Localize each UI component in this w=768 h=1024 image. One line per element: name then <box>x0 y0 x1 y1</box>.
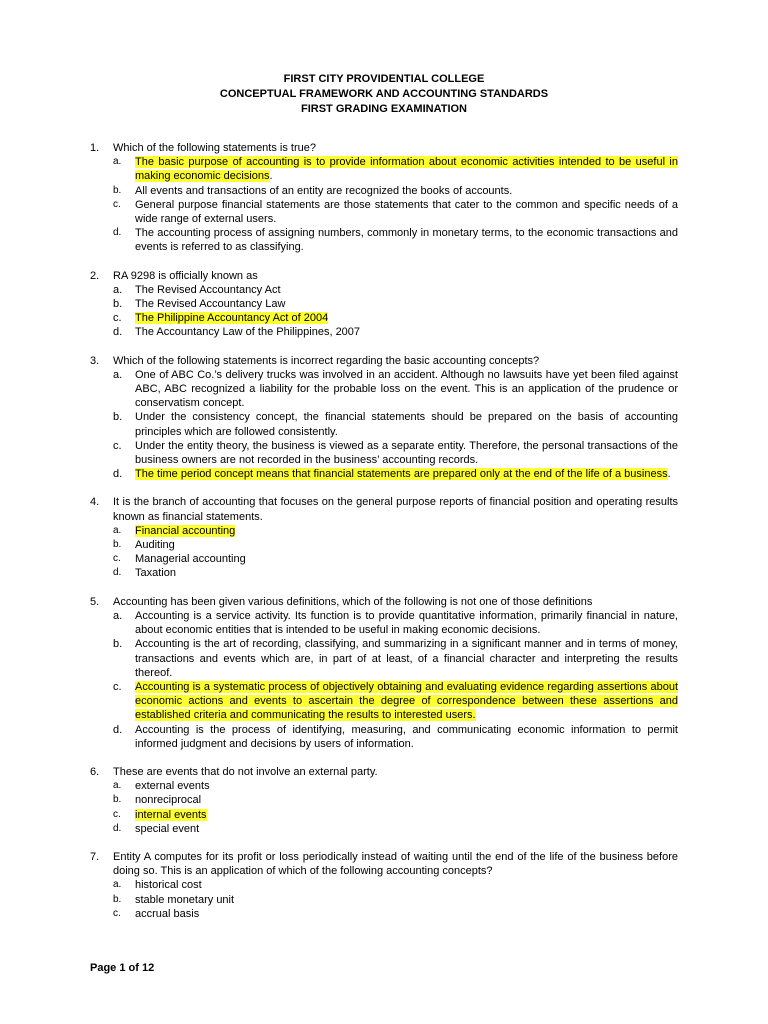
option-text: The time period concept means that financial statements are prepared only at the end of the life of a business <box>135 468 668 481</box>
document-header <box>0 72 768 117</box>
question-list <box>90 141 678 935</box>
option-text: Taxation <box>135 567 176 580</box>
answer-option <box>113 907 678 921</box>
option-letter: b. <box>113 539 122 551</box>
answer-option <box>113 410 678 438</box>
option-text: Accounting is a service activity. Its function is to provide quantitative information, primarily financial in nature, about economic entities that is intended to be useful in making economic decisions. <box>135 609 678 637</box>
option-text: Under the consistency concept, the financial statements should be prepared on the basis of accounting principles which are followed consistently. <box>135 411 678 438</box>
option-letter: d. <box>113 468 123 481</box>
option-letter: a. <box>113 524 122 536</box>
question-item <box>90 495 678 580</box>
question-number: 2. <box>90 269 100 282</box>
option-text: The accounting process of assigning numbers, commonly in monetary terms, to the economic transactions and events is referred to as classifying. <box>135 227 678 254</box>
option-text: external events <box>135 780 210 793</box>
option-letter: c. <box>113 312 122 325</box>
option-text: Accounting is the process of identifying, measuring, and communicating economic information to permit informed judgment and decisions by users of information. <box>135 723 678 750</box>
option-letter: a. <box>113 283 123 296</box>
option-list <box>113 368 678 482</box>
answer-option <box>113 368 678 411</box>
option-text: The Accountancy Law of the Philippines, 2007 <box>135 326 361 339</box>
option-text: Auditing <box>135 539 175 552</box>
option-letter: b. <box>113 298 123 311</box>
option-letter: c. <box>113 808 121 820</box>
option-letter: c. <box>113 680 122 693</box>
option-letter: d. <box>113 723 123 736</box>
option-text: The Philippine Accountancy Act of 2004 <box>135 312 329 325</box>
answer-option-highlighted <box>113 808 678 822</box>
option-text: Financial accounting <box>135 524 236 537</box>
option-text: Under the entity theory, the business is viewed as a separate entity. Therefore, the personal transactions of the business owners are not recorded in the business’ accounting records. <box>135 439 678 467</box>
option-text: One of ABC Co.’s delivery trucks was involved in an accident. Although no lawsuits have yet been filed against ABC, ABC recognized a liability for the probable loss on the event. This is an application of the prudence or conservatism concept. <box>135 368 678 410</box>
page-number: Page 1 of 12 <box>90 962 155 974</box>
answer-option-highlighted <box>113 467 678 481</box>
answer-option <box>113 552 678 566</box>
option-list <box>113 878 678 921</box>
option-list <box>113 779 678 836</box>
question-number: 6. <box>90 765 100 778</box>
question-text: It is the branch of accounting that focuses on the general purpose reports of financial position and operating results known as financial statements. <box>113 496 678 523</box>
option-text: General purpose financial statements are those statements that cater to the common and specific needs of a wide range of external users. <box>135 198 678 226</box>
option-text: internal events <box>135 808 207 821</box>
option-text: Accounting is a systematic process of objectively obtaining and evaluating evidence regarding assertions about economic actions and events to ascertain the degree of correspondence between these assertions and established criteria and communicating the results to interested users. <box>135 680 678 722</box>
option-letter: c. <box>113 439 122 452</box>
question-text: RA 9298 is officially known as <box>113 269 258 282</box>
answer-option <box>113 538 678 552</box>
option-letter: b. <box>113 893 122 905</box>
answer-option <box>113 793 678 807</box>
option-letter: c. <box>113 907 121 919</box>
option-punctuation: . <box>269 170 273 183</box>
question-item <box>90 765 678 836</box>
answer-option <box>113 723 678 751</box>
option-text: The Revised Accountancy Law <box>135 298 286 311</box>
answer-option <box>113 893 678 907</box>
option-letter: a. <box>113 780 122 792</box>
answer-option <box>113 184 678 198</box>
option-letter: b. <box>113 411 123 424</box>
option-list <box>113 609 678 751</box>
option-letter: b. <box>113 794 122 806</box>
question-number: 4. <box>90 496 100 509</box>
question-text: Accounting has been given various definitions, which of the following is not one of those definitions <box>113 595 593 608</box>
question-item <box>90 850 678 921</box>
option-letter: a. <box>113 879 122 891</box>
college-name: FIRST CITY PROVIDENTIAL COLLEGE <box>283 73 485 85</box>
question-item <box>90 141 678 255</box>
option-letter: b. <box>113 638 123 651</box>
option-text: nonreciprocal <box>135 794 202 807</box>
question-item <box>90 269 678 340</box>
answer-option <box>113 283 678 297</box>
answer-option <box>113 226 678 254</box>
answer-option <box>113 779 678 793</box>
question-number: 1. <box>90 142 100 154</box>
option-text: Accounting is the art of recording, classifying, and summarizing in a significant manner and in terms of money, transactions and events which are, in part of at least, of a financial character and interpreting the results thereof. <box>135 638 678 679</box>
option-letter: a. <box>113 368 123 381</box>
course-title: CONCEPTUAL FRAMEWORK AND ACCOUNTING STANDARDS <box>219 88 549 100</box>
answer-option-highlighted <box>113 680 678 723</box>
question-text: Entity A computes for its profit or loss periodically instead of waiting until the end of the life of the business before doing so. This is an application of which of the following accounting concepts? <box>113 850 678 878</box>
answer-option <box>113 297 678 311</box>
option-list <box>113 155 678 254</box>
answer-option <box>113 822 678 836</box>
option-text: special event <box>135 822 200 835</box>
option-list <box>113 283 678 340</box>
question-number: 3. <box>90 354 100 367</box>
option-text: The Revised Accountancy Act <box>135 283 281 296</box>
option-letter: d. <box>113 822 122 834</box>
option-letter: c. <box>113 553 121 565</box>
option-text: Managerial accounting <box>135 553 246 566</box>
question-item <box>90 354 678 482</box>
option-punctuation: . <box>667 468 671 481</box>
exam-title: FIRST GRADING EXAMINATION <box>300 103 467 115</box>
question-text: These are events that do not involve an external party. <box>113 765 378 778</box>
option-letter: a. <box>113 156 122 168</box>
answer-option <box>113 439 678 467</box>
answer-option <box>113 637 678 680</box>
option-letter: a. <box>113 609 123 622</box>
answer-option <box>113 878 678 892</box>
option-text: All events and transactions of an entity are recognized the books of accounts. <box>135 184 513 197</box>
answer-option <box>113 198 678 226</box>
question-number: 5. <box>90 595 100 608</box>
option-text: stable monetary unit <box>135 893 235 906</box>
question-text: Which of the following statements is true? <box>113 142 316 154</box>
option-text: accrual basis <box>135 907 200 920</box>
answer-option <box>113 325 678 339</box>
question-item <box>90 595 678 751</box>
option-list <box>113 524 678 581</box>
answer-option <box>113 566 678 580</box>
option-letter: d. <box>113 227 122 239</box>
question-number: 7. <box>90 850 100 863</box>
question-text: Which of the following statements is incorrect regarding the basic accounting concepts? <box>113 354 540 367</box>
answer-option <box>113 609 678 637</box>
option-letter: b. <box>113 184 122 196</box>
option-letter: d. <box>113 567 122 579</box>
option-letter: c. <box>113 198 121 210</box>
answer-option-highlighted <box>113 311 678 325</box>
answer-option-highlighted <box>113 524 678 538</box>
answer-option-highlighted <box>113 155 678 183</box>
option-letter: d. <box>113 326 123 339</box>
option-text: The basic purpose of accounting is to provide information about economic activities intended to be useful in making economic decisions <box>135 156 678 183</box>
option-text: historical cost <box>135 879 202 892</box>
